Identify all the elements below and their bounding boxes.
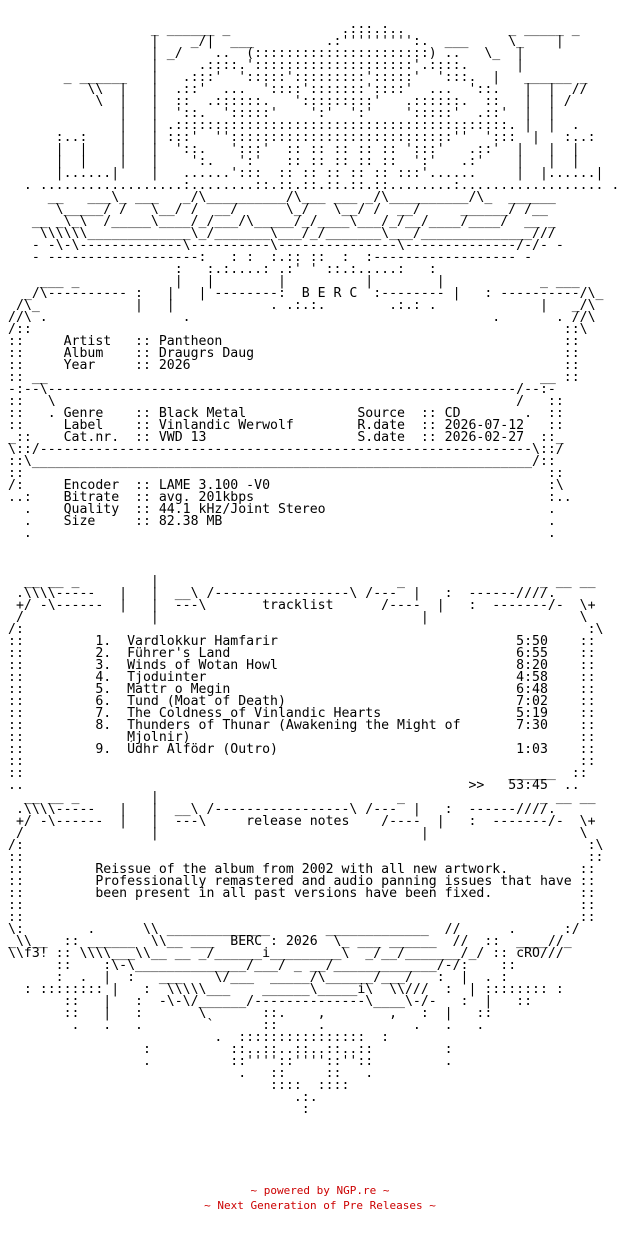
footer-tagline: ~ Next Generation of Pre Releases ~: [204, 1199, 436, 1212]
nfo-ascii-art: _ ______ _ .:::.:.. _ _____ _ | _/| ___ .:''''''''':. ___ \_ | | _/ .. (::::::::::::::::::::::) .. \_ | | .::::.'::::::::::::::::::::'.::::. | _ ______ | .:::' ':::::':::::::::':::::' ':::. | ______ _ \\ | | .::' ... '::::':::::::'::::' ... '::. | | // \ | | :: .::::::. ':::::::::' .::::::. :: | | / | | '::. ':::::' ':' ':' ':::::' .::' | | | | .::::::::::::::::::::::::::::::::::::::::::. | | . :..: | | :::' ''::::::::::::::::::::::::::::'' '::: | :..: | | | | '::. ':::' :: :: :: :: :: ':::' .::' | | | | | | | ':. ':' :: :: :: :: :: ':' .:' | | | |......| | ......'::: :: :: :: :: :: :::'...... | |......| . ..................:........::.::.::.::.::.::........:.................. . __ ___\_ ___ _/\__________/\___ ___ _/\__________/\_ ______ \_____/ / \__/ / __/ \_/ \__/ / __/ ______/ /__ __ _\_\ /_____\____/_/___/\_____/_/____\___/_/__/____/____/ __ _ \\\\\\_____________\_/_______\___/_/_______\___/______________/// - -\-\-------------\----------\---------------\--------------/-/- - - -------------------: : : :.:: :: : :------------------ - : :.:....: .:' ' ::.:.....: : ___ _ | | | | | _ ___ _/\---------- : | | --------: B E R C :-------- | : ----------/\_ /\_ | | . .:.:. .:.: . | _/\ //\ . . . . //\ /:: ::\ :: Artist :: Pantheon :: :: Album :: Draugrs Daug :: :: Year :: 2026 :: :: __ __ :: -:--\-----------------------------------------------------------/--:- :: \ / :: :: . Genre :: Black Metal Source :: CD . :: :: Label :: Vinlandic Werwolf R.date :: 2026-07-12 :: _:: Cat.nr. :: VWD 13 S.date :: 2026-02-27 ::_ \::/--------------------------------------------------------------\::/ ::\_______________________________________________________________/:: :: :: /: Encoder :: LAME 3.100 -V0 :\ ..: Bitrate :: avg. 201kbps :.. . Quality :: 44.1 kHz/Joint Stereo . . Size :: 82.38 MB . . . __ __ _ | _ _ __ __ .\\\\----- | | __\ /-----------------\ /--- | : ------////. +/ -\------ | | ---\ tracklist /---- | : -------/- \+ / | | \ /: :\ :: 1. Vardlokkur Hamfarir 5:50 :: :: 2. Führer's Land 6:55 :: :: 3. Winds of Wotan Howl 8:20 :: :: 4. Tjoduinter 4:58 :: :: 5. Mattr o Megin 6:48 :: :: 6. Tund (Moat of Death) 7:02 :: :: 7. The Coldness of Vinlandic Hearts 5:19 :: :: 8. Thunders of Thunar (Awakening the Might of 7:30 :: :: Mjolnir) :: :: 9. Údhr Alfödr (Outro) 1:03 :: :: :: :: ______ :: .. >> 53:45 .. __ __ _ | _ _ __ __ .\\\\----- | | __\ /-----------------\ /--- | : ------////. +/ -\------ | | ---\ release notes /---- | : -------/- \+ / | | \ /: :\ :: :: :: Reissue of the album from 2002 with all new artwork. :: :: Professionally remastered and audio panning issues that have :: :: been present in all past versions have been fixed. :: :: :: :: :: \: . \\ _____________ _____________ // . :/ _\\__ :: ______ \\__ ___ BERC : 2026 \_ ___ ______ // :: ____//_ \\f3! :: \\\\___\\__ __ _/______i_________\ _/__/_______/_/ :: cRO/// :: :\-\______________/___/ _ __/_____________/-/: :: : . | : ___ \/___ _____/\______/___/ : | . : : :::::::: | : \\\\\___ ______\_____i\ \\/// : | :::::::: : :: | : -\-\/______/--------------\____\-/- : | :: :: | : \ ::. , , : | :: . . . ` :: . . . . . :::::::::::::::: : : ::..::..::..::..:: : . ::''''::''''::'':: . . :: :: . :::: :::: .:. :: [8, 22, 620, 1117]
footer-powered-by: ~ powered by NGP.re ~: [250, 1184, 390, 1197]
